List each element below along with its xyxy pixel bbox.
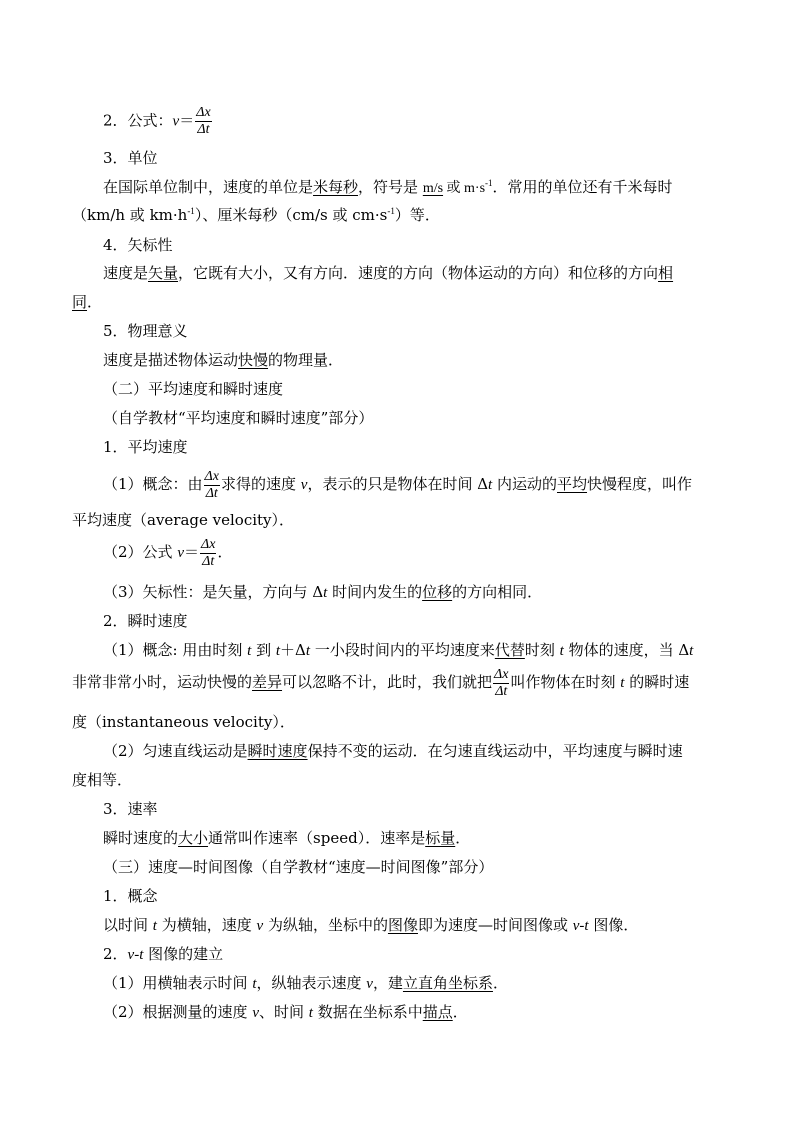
avg-formula	[103, 533, 232, 571]
fraction	[195, 105, 211, 138]
var-t: t	[308, 1005, 313, 1021]
blank-text: 矢量	[148, 264, 179, 282]
var-t: t	[305, 643, 311, 659]
text: 即为速度—时间图像或	[417, 916, 573, 934]
vector-paragraph-line2	[72, 292, 102, 312]
text: 时刻	[524, 641, 560, 659]
text: （1）概念: 用由时刻	[103, 641, 248, 659]
formula-heading	[103, 105, 213, 138]
text: 的瞬时速	[624, 673, 690, 691]
text: 物体的速度，当 Δ	[563, 641, 690, 659]
vector-heading: 4．矢标性	[103, 236, 173, 254]
var-t: t	[559, 643, 564, 659]
vt-step2	[103, 1002, 468, 1023]
superscript: -1	[485, 178, 493, 188]
speed-heading: 3．速率	[103, 800, 158, 818]
unit-heading: 3．单位	[103, 149, 158, 167]
text: ，建	[372, 974, 403, 992]
text: 的方向相同．	[452, 583, 543, 601]
superscript: -1	[187, 206, 195, 216]
blank-text: 差异	[252, 673, 283, 691]
text: 到	[251, 641, 276, 659]
blank-text: 快慢	[238, 351, 269, 369]
var-t: t	[252, 976, 257, 992]
text: ＋Δ	[280, 641, 306, 659]
part2-note: （自学教材“平均速度和瞬时速度”部分）	[103, 409, 374, 427]
text: （km/h 或 km·h	[72, 206, 188, 224]
text: 求得的速度	[220, 475, 301, 493]
text: 以时间	[103, 916, 153, 934]
avg-speed-heading: 1．平均速度	[103, 438, 188, 456]
avg-vector-property	[103, 582, 542, 603]
var-t: t	[247, 643, 252, 659]
denominator: Δt	[197, 122, 210, 137]
speed-paragraph	[103, 828, 470, 848]
blank-text: 标量	[425, 829, 456, 847]
blank-text: 描点	[422, 1003, 453, 1021]
superscript: -1	[387, 206, 395, 216]
text: ．	[455, 829, 471, 847]
text: 速度是	[103, 264, 149, 282]
fraction	[493, 667, 509, 700]
text: 内运动的	[492, 475, 557, 493]
var-t: t	[620, 675, 625, 691]
text: ，表示的只是物体在时间 Δ	[307, 475, 489, 493]
text: 的物理量．	[268, 351, 344, 369]
meaning-heading: 5．物理意义	[103, 322, 188, 340]
inst-concept-line1	[103, 640, 693, 661]
heading-text: 2．公式：	[103, 111, 173, 130]
text: 快慢程度，叫作	[587, 475, 693, 493]
numerator: Δx	[201, 536, 216, 552]
text: （1）用横轴表示时间	[103, 974, 253, 992]
text: 或 m·s	[443, 181, 486, 196]
avg-concept-line1	[103, 465, 692, 503]
inst-concept-line2	[72, 663, 689, 701]
blank-text: m/s	[422, 181, 444, 196]
var-v: v	[366, 976, 373, 992]
fraction	[200, 537, 216, 570]
denominator: Δt	[202, 553, 215, 569]
numerator: Δx	[204, 468, 219, 484]
text: （2）公式	[103, 543, 178, 561]
text: ．常用的单位还有千米每时	[492, 178, 673, 196]
var-v: v	[177, 545, 184, 561]
blank-text: 瞬时速度	[247, 742, 308, 760]
denominator: Δt	[205, 485, 218, 501]
text: ．	[452, 1003, 468, 1021]
text: ，它既有大小，又有方向．速度的方向（物体运动的方向）和位移的方向	[178, 264, 659, 282]
text: 在国际单位制中，速度的单位是	[103, 178, 314, 196]
text: 速度是描述物体运动	[103, 351, 239, 369]
uniform-motion-line2: 度相等．	[72, 771, 133, 789]
text: ．	[87, 293, 103, 311]
var-t: t	[275, 643, 281, 659]
vt-concept-paragraph	[103, 915, 638, 936]
var-v: v	[172, 113, 180, 130]
text: ，纵轴表示速度	[256, 974, 367, 992]
part2-heading: （二）平均速度和瞬时速度	[103, 380, 284, 398]
var-v: v	[252, 1005, 259, 1021]
text: ．	[217, 543, 233, 561]
vt-build-heading	[103, 944, 223, 965]
var-vt: v-t	[127, 947, 144, 963]
text: 一小段时间内的平均速度来	[310, 641, 495, 659]
blank-text: 平均	[557, 475, 588, 493]
vector-paragraph-line1	[103, 263, 673, 283]
text: 时间内发生的	[327, 583, 423, 601]
blank-text: 立直角坐标系	[402, 974, 493, 992]
var-v: v	[256, 918, 264, 934]
text: 为横轴，速度	[156, 916, 257, 934]
blank-text: 代替	[494, 641, 525, 659]
blank-text: 相	[658, 264, 674, 282]
equals: ＝	[179, 111, 195, 130]
var-vt: v-t	[572, 918, 589, 934]
text: （1）概念：由	[103, 475, 203, 493]
var-t: t	[689, 643, 694, 659]
blank-text: 米每秒	[313, 178, 359, 196]
text: ，符号是	[358, 178, 423, 196]
text: 数据在坐标系中	[312, 1003, 423, 1021]
vt-concept-heading: 1．概念	[103, 887, 158, 905]
numerator: Δx	[196, 105, 211, 120]
text: 保持不变的运动．在匀速直线运动中，平均速度与瞬时速	[307, 742, 683, 760]
blank-text: 图像	[387, 916, 418, 934]
text: 可以忽略不计，此时，我们就把	[282, 673, 493, 691]
unit-paragraph-line2	[72, 205, 440, 225]
unit-paragraph-line1	[103, 177, 673, 199]
equals: ＝	[183, 543, 199, 561]
text: 2．	[103, 945, 128, 963]
blank-text: 位移	[422, 583, 453, 601]
text: 图像．	[588, 916, 639, 934]
text: 瞬时速度的	[103, 829, 179, 847]
text: ）、厘米每秒（cm/s 或 cm·s	[194, 206, 388, 224]
var-t: t	[152, 918, 157, 934]
text: ）等．	[394, 206, 440, 224]
blank-text: 大小	[178, 829, 209, 847]
text: 图像的建立	[143, 945, 224, 963]
denominator: Δt	[495, 683, 508, 699]
inst-speed-heading: 2．瞬时速度	[103, 612, 188, 630]
avg-concept-line2: 平均速度（average velocity）．	[72, 511, 295, 529]
text: 为纵轴，坐标中的	[263, 916, 388, 934]
uniform-motion-line1	[103, 741, 683, 761]
text: 、时间	[258, 1003, 309, 1021]
meaning-paragraph	[103, 350, 343, 370]
blank-text: 同	[72, 293, 88, 311]
part3-heading: （三）速度—时间图像（自学教材“速度—时间图像”部分）	[103, 858, 494, 876]
text: （3）矢标性：是矢量，方向与 Δ	[103, 583, 324, 601]
text: （2）匀速直线运动是	[103, 742, 248, 760]
text: ．	[492, 974, 508, 992]
text: 叫作物体在时刻	[510, 673, 621, 691]
text: 非常非常小时，运动快慢的	[72, 673, 253, 691]
var-t: t	[488, 477, 493, 493]
text: （2）根据测量的速度	[103, 1003, 253, 1021]
text: 通常叫作速率（speed）．速率是	[208, 829, 426, 847]
numerator: Δx	[494, 666, 509, 682]
var-t: t	[323, 585, 328, 601]
vt-step1	[103, 973, 508, 994]
inst-concept-line3: 度（instantaneous velocity）．	[72, 713, 295, 731]
fraction	[204, 469, 220, 502]
var-v: v	[300, 477, 308, 493]
